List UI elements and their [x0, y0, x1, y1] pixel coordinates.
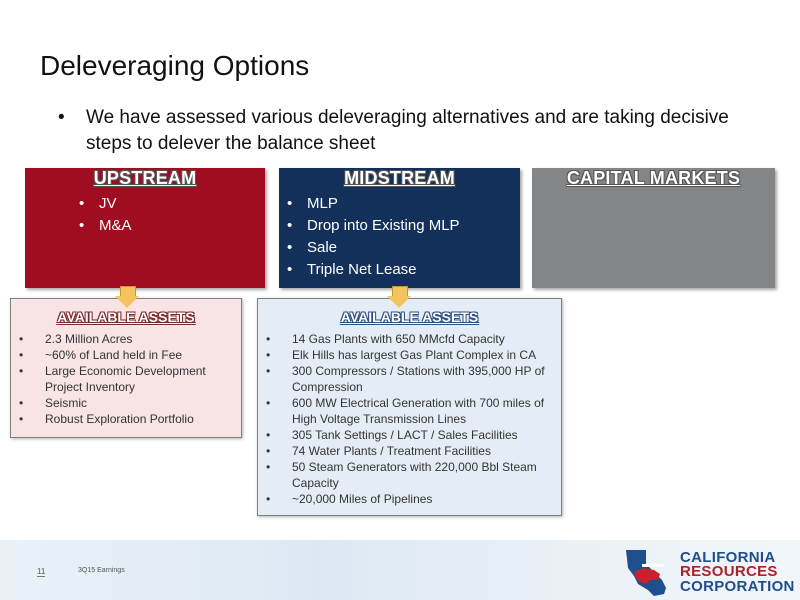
list-item: • 14 Gas Plants with 650 MMcfd Capacity	[266, 332, 505, 346]
list-item: • 600 MW Electrical Generation with 700 miles of High Voltage Transmission Lines	[266, 396, 545, 426]
list-item: • ~60% of Land held in Fee	[19, 348, 183, 362]
bullet-icon: •	[266, 396, 271, 410]
footer-label: 3Q15 Earnings	[78, 567, 125, 574]
list-item: • Robust Exploration Portfolio	[19, 412, 194, 426]
bullet-icon: •	[19, 364, 24, 378]
list-item: • MLP	[285, 193, 520, 215]
midstream-assets-box	[257, 298, 562, 516]
bullet-icon: •	[266, 428, 271, 442]
logo-line-1: CALIFORNIA	[680, 549, 776, 566]
bullet-icon: •	[287, 261, 293, 278]
midstream-list	[285, 193, 520, 281]
bullet-icon: •	[19, 348, 24, 362]
bullet-icon: •	[266, 364, 271, 378]
capital-markets-heading: CAPITAL MARKETS	[566, 168, 741, 188]
midstream-assets-heading: AVAILABLE ASSETS	[340, 309, 479, 325]
list-item: • Triple Net Lease	[285, 259, 520, 281]
bullet-icon: •	[79, 217, 85, 234]
bullet-icon: •	[266, 492, 271, 506]
intro-bullet	[58, 105, 738, 157]
midstream-panel	[279, 168, 520, 288]
bullet-icon: •	[266, 460, 271, 474]
logo-line-2: RESOURCES	[680, 563, 778, 580]
list-item: • Sale	[285, 237, 520, 259]
list-item: • JV	[77, 193, 265, 215]
bullet-icon: •	[266, 348, 271, 362]
bullet-icon: •	[19, 332, 24, 346]
upstream-panel	[25, 168, 265, 288]
upstream-list	[77, 193, 265, 237]
list-item: • Large Economic Development Project Inventory	[19, 364, 206, 394]
list-item: • Seismic	[19, 396, 88, 410]
bullet-icon: •	[287, 217, 293, 234]
california-bear-map-icon	[624, 550, 678, 600]
bullet-icon: •	[266, 444, 271, 458]
logo-line-3: CORPORATION	[680, 578, 795, 595]
bullet-icon: •	[58, 107, 65, 128]
upstream-assets-list	[11, 331, 241, 427]
company-logo	[624, 550, 794, 600]
list-item: • 74 Water Plants / Treatment Facilities	[266, 444, 491, 458]
upstream-assets-heading: AVAILABLE ASSETS	[57, 309, 195, 325]
capital-markets-panel	[532, 168, 775, 288]
upstream-heading: UPSTREAM	[93, 168, 197, 188]
page-title: Deleveraging Options	[40, 50, 310, 81]
bullet-icon: •	[287, 239, 293, 256]
bullet-icon: •	[79, 195, 85, 212]
bullet-icon: •	[19, 396, 24, 410]
list-item: • M&A	[77, 215, 265, 237]
list-item: • Elk Hills has largest Gas Plant Complex in CA	[266, 348, 537, 362]
midstream-assets-list	[258, 331, 561, 507]
list-item: • 300 Compressors / Stations with 395,000 HP of Compression	[266, 364, 545, 394]
bullet-icon: •	[19, 412, 24, 426]
list-item: • 50 Steam Generators with 220,000 Bbl Steam Capacity	[266, 460, 537, 490]
list-item: • Drop into Existing MLP	[285, 215, 520, 237]
bullet-icon: •	[287, 195, 293, 212]
midstream-heading: MIDSTREAM	[344, 168, 455, 188]
list-item: • 305 Tank Settings / LACT / Sales Facilities	[266, 428, 518, 442]
list-item: • 2.3 Million Acres	[19, 332, 133, 346]
upstream-assets-box	[10, 298, 242, 438]
list-item: • ~20,000 Miles of Pipelines	[266, 492, 433, 506]
intro-text: We have assessed various deleveraging alternatives and are taking decisive steps to delever the balance sheet	[86, 107, 729, 154]
bullet-icon: •	[266, 332, 271, 346]
page-number: 11	[37, 567, 46, 576]
